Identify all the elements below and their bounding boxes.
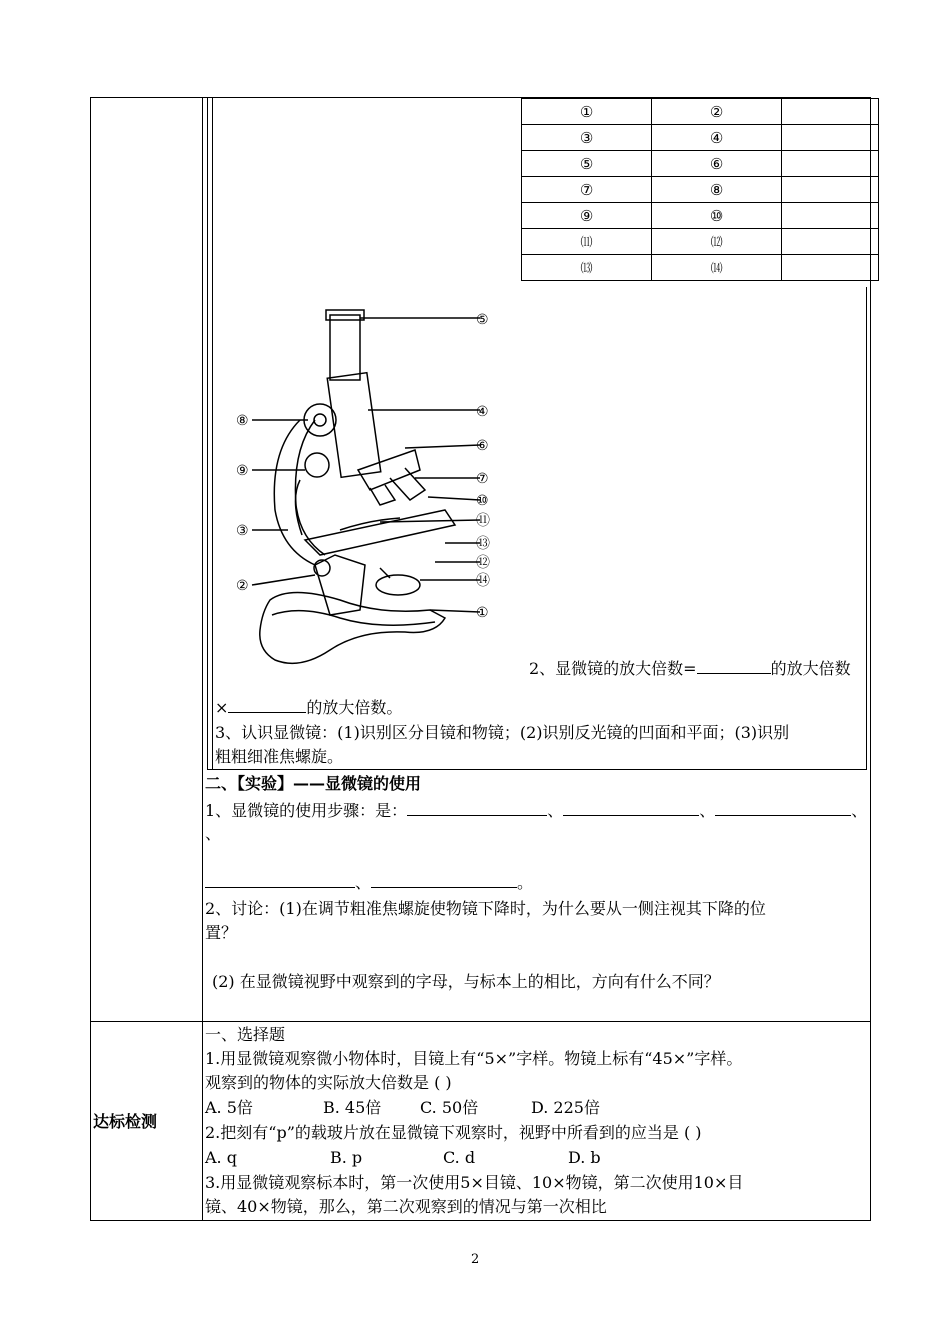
answer-cell[interactable] (782, 229, 879, 255)
table-row (522, 203, 879, 229)
answer-cell[interactable] (782, 151, 879, 177)
diagram-label-11: ⑪ (476, 513, 490, 529)
table-row (522, 229, 879, 255)
microscope-diagram (230, 300, 510, 670)
inner-frame-left-b (212, 97, 213, 769)
part-number: ④ (652, 125, 782, 151)
part-number: ⒀ (522, 255, 652, 281)
separator: 、 (699, 801, 716, 820)
question-3-line-2: 镜、40×物镜，那么，第二次观察到的情况与第一次相比 (205, 1197, 607, 1216)
q2-option-b[interactable]: B. p (330, 1148, 363, 1167)
part-number: ⑥ (652, 151, 782, 177)
separator: 、 (355, 873, 372, 892)
q2-option-a[interactable]: A. q (205, 1148, 237, 1167)
inner-frame-right (866, 287, 867, 770)
steps-label: 1、显微镜的使用步骤：是： (205, 801, 408, 820)
part-number: ⑩ (652, 203, 782, 229)
magnification-line (529, 658, 851, 680)
steps-line-2 (205, 872, 533, 894)
magnification-line-2 (215, 697, 402, 719)
table-row (522, 99, 879, 125)
diagram-label-7: ⑦ (476, 471, 489, 487)
parts-answer-table (521, 98, 879, 281)
magnification-label-d: 的放大倍数。 (306, 698, 403, 717)
inner-frame-left-a (207, 97, 208, 769)
table-bottom-border (90, 1220, 871, 1221)
part-number: ⑾ (522, 229, 652, 255)
part-number: ⑨ (522, 203, 652, 229)
part-number: ② (652, 99, 782, 125)
answer-cell[interactable] (782, 99, 879, 125)
part-number: ⑦ (522, 177, 652, 203)
step-blank-5[interactable] (371, 872, 517, 888)
diagram-label-9: ⑨ (236, 463, 249, 479)
diagram-label-3: ③ (236, 523, 249, 539)
row-divider-section3 (90, 1021, 871, 1022)
step-blank-2[interactable] (563, 800, 699, 816)
step-blank-4[interactable] (205, 872, 355, 888)
separator: 、 (547, 801, 564, 820)
diagram-label-12: ⑫ (476, 555, 490, 571)
column-divider (202, 97, 203, 1221)
identify-line-2: 粗粗细准焦螺旋。 (215, 747, 344, 766)
q2-option-d[interactable]: D. b (568, 1148, 601, 1167)
table-row (522, 151, 879, 177)
step-blank-3[interactable] (715, 800, 851, 816)
separator: 、 (851, 801, 868, 820)
diagram-label-10: ⑩ (476, 493, 489, 509)
q1-option-d[interactable]: D. 225倍 (531, 1098, 600, 1117)
identify-line-1: 3、认识显微镜：(1)识别区分目镜和物镜；(2)识别反光镜的凹面和平面；(3)识别 (215, 723, 790, 742)
discussion-line-2: 置？ (205, 923, 238, 942)
part-number: ③ (522, 125, 652, 151)
steps-line (205, 800, 867, 822)
q1-option-c[interactable]: C. 50倍 (420, 1098, 479, 1117)
question-3-line-1: 3.用显微镜观察标本时，第一次使用5×目镜、10×物镜，第二次使用10×目 (205, 1173, 744, 1192)
question-1-line-2: 观察到的物体的实际放大倍数是 ( ) (205, 1073, 452, 1092)
q2-option-c[interactable]: C. d (443, 1148, 476, 1167)
answer-cell[interactable] (782, 125, 879, 151)
period: 。 (517, 873, 534, 892)
magnification-label-b: 的放大倍数 (770, 659, 851, 678)
part-number: ⑧ (652, 177, 782, 203)
magnification-label-a: 2、显微镜的放大倍数= (529, 659, 697, 678)
steps-wrap: 、 (205, 824, 222, 843)
question-1-line-1: 1.用显微镜观察微小物体时，目镜上有“5×”字样。物镜上标有“45×”字样。 (205, 1049, 743, 1068)
multiply-sign: × (215, 698, 229, 717)
q1-option-a[interactable]: A. 5倍 (205, 1098, 253, 1117)
diagram-label-4: ④ (476, 404, 489, 420)
part-number: ⑿ (652, 229, 782, 255)
table-row (522, 255, 879, 281)
discussion-question-2: (2) 在显微镜视野中观察到的字母，与标本上的相比，方向有什么不同？ (212, 972, 720, 991)
answer-cell[interactable] (782, 177, 879, 203)
answer-cell[interactable] (782, 255, 879, 281)
experiment-heading: 二、【实验】——显微镜的使用 (205, 774, 422, 793)
diagram-label-2: ② (236, 578, 249, 594)
diagram-label-6: ⑥ (476, 438, 489, 454)
diagram-label-5: ⑤ (476, 312, 489, 328)
table-left-border (90, 97, 91, 1221)
table-row (522, 125, 879, 151)
part-number: ⑤ (522, 151, 652, 177)
diagram-label-14: ⑭ (476, 573, 490, 589)
table-row (522, 177, 879, 203)
discussion-line-1: 2、讨论：(1)在调节粗准焦螺旋使物镜下降时，为什么要从一侧注视其下降的位 (205, 899, 766, 918)
diagram-label-8: ⑧ (236, 413, 249, 429)
step-blank-1[interactable] (407, 800, 547, 816)
answer-cell[interactable] (782, 203, 879, 229)
eyepiece-blank[interactable] (697, 658, 771, 674)
choice-section-title: 一、选择题 (205, 1025, 286, 1044)
diagram-label-13: ⑬ (476, 536, 490, 552)
page-number: 2 (471, 1252, 480, 1267)
q1-option-b[interactable]: B. 45倍 (323, 1098, 382, 1117)
part-number: ① (522, 99, 652, 125)
inner-frame-bottom (207, 769, 867, 770)
assessment-side-label: 达标检测 (93, 1112, 158, 1131)
objective-blank[interactable] (228, 697, 306, 713)
part-number: ⒁ (652, 255, 782, 281)
diagram-label-1: ① (476, 605, 489, 621)
question-2-line-1: 2.把刻有“p”的载玻片放在显微镜下观察时，视野中所看到的应当是 ( ) (205, 1123, 702, 1142)
